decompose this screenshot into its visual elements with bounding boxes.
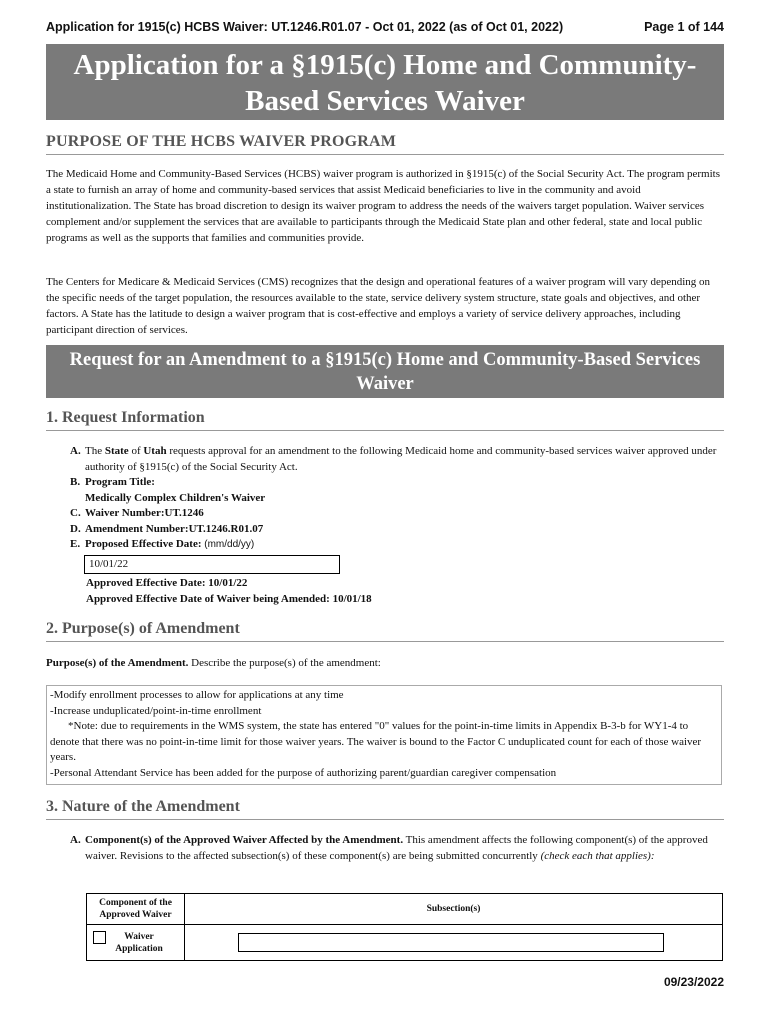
item-d: D. Amendment Number:UT.1246.R01.07 [70,522,264,535]
program-title-label: Program Title: [85,476,155,488]
component-affected-label: Component(s) of the Approved Waiver Affected by the Amendment. [85,834,404,846]
approved-amended-date: Approved Effective Date of Waiver being Amended: 10/01/18 [86,592,372,605]
amendment-title-line1: Request for an Amendment to a §1915(c) Home and Community-Based Services [69,350,701,370]
item-b: B. Program Title: [70,476,155,488]
purpose-heading: PURPOSE OF THE HCBS WAIVER PROGRAM [46,133,724,155]
page-number: Page 1 of 144 [644,20,724,34]
item-c: C. Waiver Number:UT.1246 [70,507,204,519]
date-format-hint: (mm/dd/yy) [204,539,255,550]
amendment-banner [46,345,724,398]
state-name: Utah [143,445,167,457]
footer-date: 09/23/2022 [663,975,724,989]
purpose-note: *Note: due to requirements in the WMS system, the state has entered "0" values for the point-in-time limits in Appendix B-3-b for WY1-4 to denote that there was no point-in-time limit for those waiver years. The waiver is bound to the Factor C unduplicated count for each of those waiver years. [50,720,702,763]
document-title: Application for 1915(c) HCBS Waiver: UT.1246.R01.07 - Oct 01, 2022 (as of Oct 01, 2022) [46,20,564,34]
request-info-heading: 1. Request Information [46,409,724,431]
purposes-heading: 2. Purpose(s) of Amendment [46,620,724,642]
purposes-textarea[interactable] [46,685,722,785]
purposes-prompt: Purpose(s) of the Amendment. Describe the purpose(s) of the amendment: [46,657,381,669]
item-a: A. The State of Utah requests approval for an amendment to the following Medicaid home and community-based services waiver approved under authority of §1915(c) of the Social Security Act. [70,445,717,473]
nature-heading: 3. Nature of the Amendment [46,798,724,820]
purpose-paragraph-2: The Centers for Medicare & Medicaid Services (CMS) recognizes that the design and operational features of a waiver program will vary depending on the specific needs of the target population, the resources available to the state, service delivery system structure, state goals and objectives, and other factors. A State has the latitude to design a waiver program that is cost-effective and employs a variety of service delivery approaches, including participant direction of services. [46,276,711,336]
waiver-application-label: Waiver Application [115,931,163,954]
purpose-line-1: -Modify enrollment processes to allow for applications at any time [50,689,344,701]
proposed-effective-date-input[interactable]: 10/01/22 [84,555,340,574]
item-b-value [70,491,720,507]
amendment-number: Amendment Number:UT.1246.R01.07 [85,522,264,535]
table-header-subsections: Subsection(s) [185,894,723,925]
main-title-banner [46,44,724,120]
purpose-line-2: -Increase unduplicated/point-in-time enrollment [50,704,262,717]
approved-effective-date: Approved Effective Date: 10/01/22 [86,577,248,589]
waiver-number: Waiver Number:UT.1246 [85,507,204,519]
table-header-component: Component of the Approved Waiver [87,894,185,925]
purposes-label: Purpose(s) of the Amendment. [46,657,189,669]
amendment-title-line2: Waiver [356,374,414,394]
item-e: E. Proposed Effective Date: (mm/dd/yy) [70,538,255,550]
request-info-list [70,444,720,553]
main-title-line1: Application for a §1915(c) Home and Community- [73,49,697,81]
proposed-date-label: Proposed Effective Date: [85,538,202,550]
nature-item-a: A. Component(s) of the Approved Waiver Affected by the Amendment. This amendment affects the following component(s) of the approved waiver. Revisions to the affected subsection(s) of these component(s) are being submitted concurrently (check each that applies): [70,834,708,862]
page-header [46,20,724,38]
purpose-line-4: -Personal Attendant Service has been added for the purpose of authorizing parent/guardian caregiver compensation [50,766,557,779]
components-table [86,893,723,961]
table-row [87,925,723,961]
program-title-value: Medically Complex Children's Waiver [85,491,266,504]
main-title-line2: Based Services Waiver [245,85,525,117]
purpose-paragraph-1: The Medicaid Home and Community-Based Services (HCBS) waiver program is authorized in §1915(c) of the Social Security Act. The program permits a state to furnish an array of home and community-based services that assist Medicaid beneficiaries to live in the community and avoid institutionalization. The State has broad discretion to design its waiver program to address the needs of the waivers target population. Waiver services complement and/or supplement the services that are available to participants through the Medicaid State plan and other federal, state and local public programs as well as the supports that families and communities provide. [46,168,720,244]
waiver-application-subsection-input[interactable] [238,933,664,952]
waiver-application-checkbox[interactable] [93,931,106,944]
approved-dates [86,576,706,607]
